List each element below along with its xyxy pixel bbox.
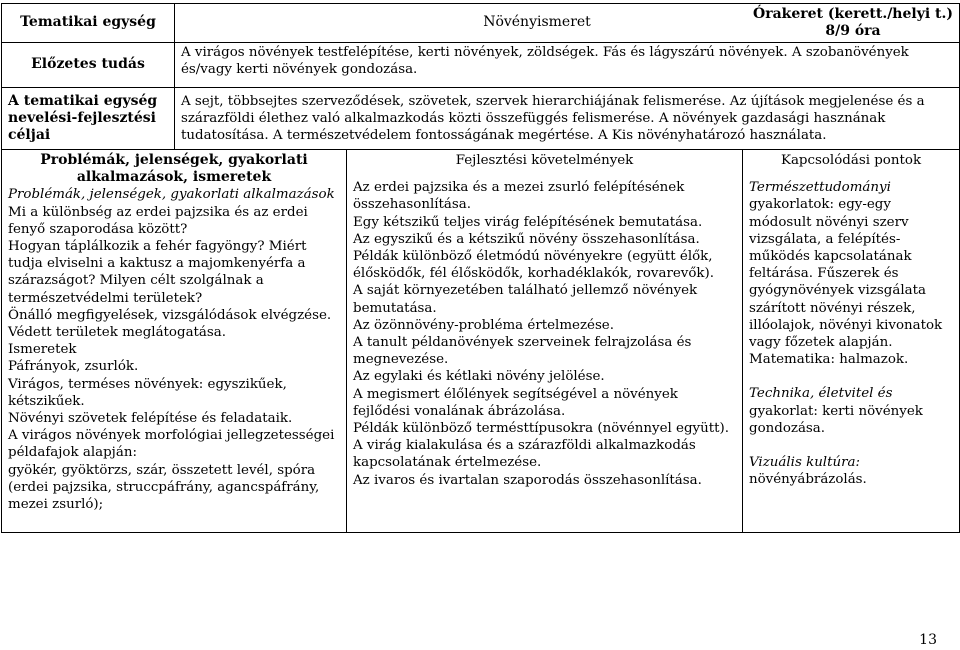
requirement-item-1: Az erdei pajzsika és a mezei zsurló felépítésének összehasonlítása. <box>353 180 685 213</box>
science-subject: Természettudományi <box>749 180 891 196</box>
header-row <box>2 4 960 43</box>
requirement-item-4: Példák különböző életmódú növényekre (együtt élők, élősködők, fél élősködők, korhadéklakók, rovarevők). <box>353 249 714 282</box>
tech-text: gyakorlat: kerti növények gondozása. <box>749 403 923 436</box>
math-text: Matematika: halmazok. <box>749 352 909 368</box>
visual-subject: Vizuális kultúra: <box>749 455 860 471</box>
hours-label: Órakeret (kerett./helyi t.) <box>753 6 954 22</box>
requirements-cell <box>347 150 743 533</box>
requirement-item-2: Egy kétszikű teljes virág felépítésének bemutatása. <box>353 214 703 230</box>
prior-knowledge-text: A virágos növények testfelépítése, kerti növények, zöldségek. Fás és lágyszárú növények. A szobanövények és/vagy kerti növények gondozása. <box>175 43 960 88</box>
topic-label: Tematikai egység <box>2 4 175 43</box>
requirements-header: Fejlesztési követelmények <box>455 153 634 168</box>
requirement-item-9: A megismert élőlények segítségével a növények fejlődési vonalának ábrázolása. <box>353 386 678 419</box>
knowledge-item-3: Növényi szövetek felépítése és feladataik. <box>8 411 293 427</box>
topic-title-cell <box>175 4 960 43</box>
science-text: gyakorlatok: egy-egy módosult növényi szerv vizsgálata, a felépítés-működés kapcsolatának feltárása. Fűszerek és gyógynövények vizsgálata szárított növényi részek, illóolajok, növényi kivonatok vagy főzetek alapján. <box>749 197 943 351</box>
requirement-item-11: A virág kialakulása és a szárazföldi alkalmazkodás kapcsolatának értelmezése. <box>353 438 696 471</box>
requirement-item-7: A tanult példanövények szerveinek felrajzolása és megnevezése. <box>353 335 692 368</box>
hours-box <box>753 6 953 40</box>
knowledge-item-4: A virágos növények morfológiai jellegzetességei példafajok alapján: <box>8 428 335 461</box>
knowledge-item-5: gyökér, gyöktörzs, szár, összetett levél, spóra (erdei pajzsika, struccpáfrány, agancspáfrány, mezei zsurló); <box>8 462 320 513</box>
requirement-item-3: Az egyszikű és a kétszikű növény összehasonlítása. <box>353 231 700 247</box>
requirement-item-10: Példák különböző termésttípusokra (növénnyel együtt). <box>353 421 729 437</box>
problems-subheading: Problémák, jelenségek, gyakorlati alkalmazások <box>8 187 335 203</box>
problems-cell <box>2 150 347 533</box>
curriculum-table <box>1 3 960 533</box>
connections-header: Kapcsolódási pontok <box>780 153 922 168</box>
problems-header: Problémák, jelenségek, gyakorlati alkalmazások, ismeretek <box>40 152 308 186</box>
goals-label: A tematikai egység nevelési-fejlesztési céljai <box>2 88 175 150</box>
requirement-item-8: Az egylaki és kétlaki növény jelölése. <box>353 369 605 385</box>
knowledge-item-1: Páfrányok, zsurlók. <box>8 359 139 375</box>
hours-value: 8/9 óra <box>825 23 881 39</box>
problem-item-4: Védett területek meglátogatása. <box>8 325 227 341</box>
problem-item-2: Hogyan táplálkozik a fehér fagyöngy? Miért tudja elviselni a kaktusz a majomkenyérfa a szárazságot? Milyen célt szolgálnak a természetvédelmi területek? <box>8 239 307 306</box>
requirement-item-12: Az ivaros és ivartalan szaporodás összehasonlítása. <box>353 472 702 488</box>
knowledge-item-2: Virágos, terméses növények: egyszikűek, kétszikűek. <box>8 376 287 409</box>
prior-knowledge-row <box>2 43 960 88</box>
tech-subject: Technika, életvitel és <box>749 386 893 402</box>
requirement-item-5: A saját környezetében található jellemző növények bemutatása. <box>353 283 698 316</box>
requirement-item-6: Az özönnövény-probléma értelmezése. <box>353 317 614 333</box>
knowledge-heading: Ismeretek <box>8 342 77 358</box>
problem-item-1: Mi a különbség az erdei pajzsika és az erdei fenyő szaporodása között? <box>8 204 308 237</box>
visual-text: növényábrázolás. <box>749 472 867 488</box>
content-row <box>2 150 960 533</box>
prior-knowledge-label: Előzetes tudás <box>2 43 175 88</box>
goals-text: A sejt, többsejtes szerveződések, szövetek, szervek hierarchiájának felismerése. Az újítások megjelenése és a szárazföldi élethez való alkalmazkodás közti összefüggés felismerése. A növények gazdasági hasznának tudatosítása. A természetvédelem fontosságának megértése. A Kis növényhatározó használata. <box>175 88 960 150</box>
goals-row <box>2 88 960 150</box>
topic-title: Növényismeret <box>483 14 591 31</box>
page-number: 13 <box>919 632 937 648</box>
problem-item-3: Önálló megfigyelések, vizsgálódások elvégzése. <box>8 307 332 323</box>
connections-cell <box>743 150 960 533</box>
